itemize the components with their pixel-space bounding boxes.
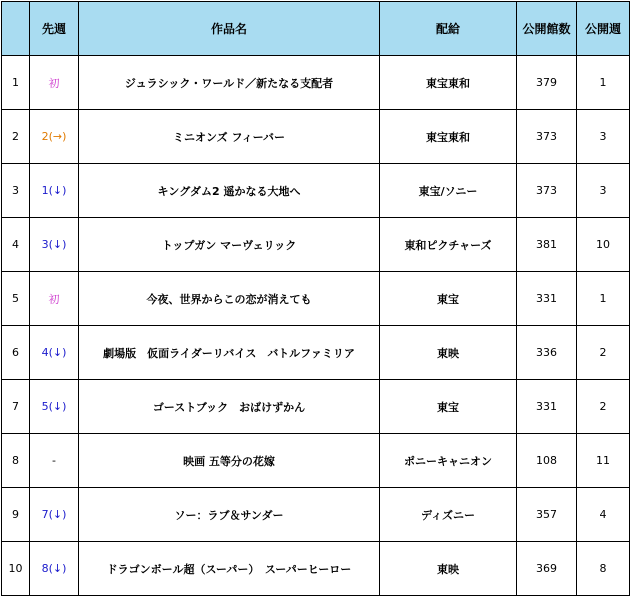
header-title: 作品名 — [79, 2, 380, 56]
theaters-cell: 357 — [517, 488, 577, 542]
table-header — [2, 2, 630, 56]
prev-week-cell: 7(↓) — [30, 488, 79, 542]
table-row — [2, 110, 630, 164]
prev-week-cell: 3(↓) — [30, 218, 79, 272]
weeks-cell: 3 — [577, 164, 630, 218]
rank-cell: 8 — [2, 434, 30, 488]
table-row — [2, 272, 630, 326]
distributor-cell: 東宝東和 — [380, 110, 517, 164]
weeks-cell: 3 — [577, 110, 630, 164]
rank-cell: 4 — [2, 218, 30, 272]
box-office-ranking-table — [1, 1, 630, 596]
theaters-cell: 373 — [517, 164, 577, 218]
distributor-cell: 東映 — [380, 542, 517, 596]
header-rank — [2, 2, 30, 56]
rank-cell: 6 — [2, 326, 30, 380]
theaters-cell: 369 — [517, 542, 577, 596]
header-distributor: 配給 — [380, 2, 517, 56]
prev-week-cell: 初 — [30, 272, 79, 326]
table-row — [2, 326, 630, 380]
title-cell: ゴーストブック おばけずかん — [79, 380, 380, 434]
table-row — [2, 434, 630, 488]
theaters-cell: 379 — [517, 56, 577, 110]
table-row — [2, 218, 630, 272]
weeks-cell: 10 — [577, 218, 630, 272]
theaters-cell: 373 — [517, 110, 577, 164]
table-row — [2, 542, 630, 596]
rank-cell: 3 — [2, 164, 30, 218]
title-cell: ドラゴンボール超（スーパー） スーパーヒーロー — [79, 542, 380, 596]
theaters-cell: 336 — [517, 326, 577, 380]
prev-week-cell: 1(↓) — [30, 164, 79, 218]
header-prev-week: 先週 — [30, 2, 79, 56]
rank-cell: 10 — [2, 542, 30, 596]
title-cell: 今夜、世界からこの恋が消えても — [79, 272, 380, 326]
header-row — [2, 2, 630, 56]
distributor-cell: 東宝/ソニー — [380, 164, 517, 218]
weeks-cell: 1 — [577, 272, 630, 326]
rank-cell: 5 — [2, 272, 30, 326]
prev-week-cell: 2(→) — [30, 110, 79, 164]
theaters-cell: 108 — [517, 434, 577, 488]
title-cell: キングダム2 遥かなる大地へ — [79, 164, 380, 218]
weeks-cell: 2 — [577, 380, 630, 434]
table-row — [2, 488, 630, 542]
distributor-cell: 東宝 — [380, 380, 517, 434]
prev-week-cell: - — [30, 434, 79, 488]
distributor-cell: ポニーキャニオン — [380, 434, 517, 488]
table-row — [2, 380, 630, 434]
weeks-cell: 2 — [577, 326, 630, 380]
distributor-cell: 東宝 — [380, 272, 517, 326]
prev-week-cell: 4(↓) — [30, 326, 79, 380]
title-cell: 映画 五等分の花嫁 — [79, 434, 380, 488]
table-row — [2, 56, 630, 110]
theaters-cell: 381 — [517, 218, 577, 272]
rank-cell: 7 — [2, 380, 30, 434]
distributor-cell: 東宝東和 — [380, 56, 517, 110]
prev-week-cell: 5(↓) — [30, 380, 79, 434]
weeks-cell: 4 — [577, 488, 630, 542]
rank-cell: 1 — [2, 56, 30, 110]
weeks-cell: 1 — [577, 56, 630, 110]
header-weeks: 公開週 — [577, 2, 630, 56]
table-row — [2, 164, 630, 218]
theaters-cell: 331 — [517, 380, 577, 434]
prev-week-cell: 8(↓) — [30, 542, 79, 596]
title-cell: トップガン マーヴェリック — [79, 218, 380, 272]
table-body — [2, 56, 630, 596]
prev-week-cell: 初 — [30, 56, 79, 110]
distributor-cell: 東映 — [380, 326, 517, 380]
rank-cell: 2 — [2, 110, 30, 164]
distributor-cell: 東和ピクチャーズ — [380, 218, 517, 272]
header-theaters: 公開館数 — [517, 2, 577, 56]
distributor-cell: ディズニー — [380, 488, 517, 542]
weeks-cell: 8 — [577, 542, 630, 596]
rank-cell: 9 — [2, 488, 30, 542]
title-cell: ソー：ラブ＆サンダー — [79, 488, 380, 542]
theaters-cell: 331 — [517, 272, 577, 326]
title-cell: 劇場版 仮面ライダーリバイス バトルファミリア — [79, 326, 380, 380]
weeks-cell: 11 — [577, 434, 630, 488]
title-cell: ミニオンズ フィーバー — [79, 110, 380, 164]
title-cell: ジュラシック・ワールド／新たなる支配者 — [79, 56, 380, 110]
